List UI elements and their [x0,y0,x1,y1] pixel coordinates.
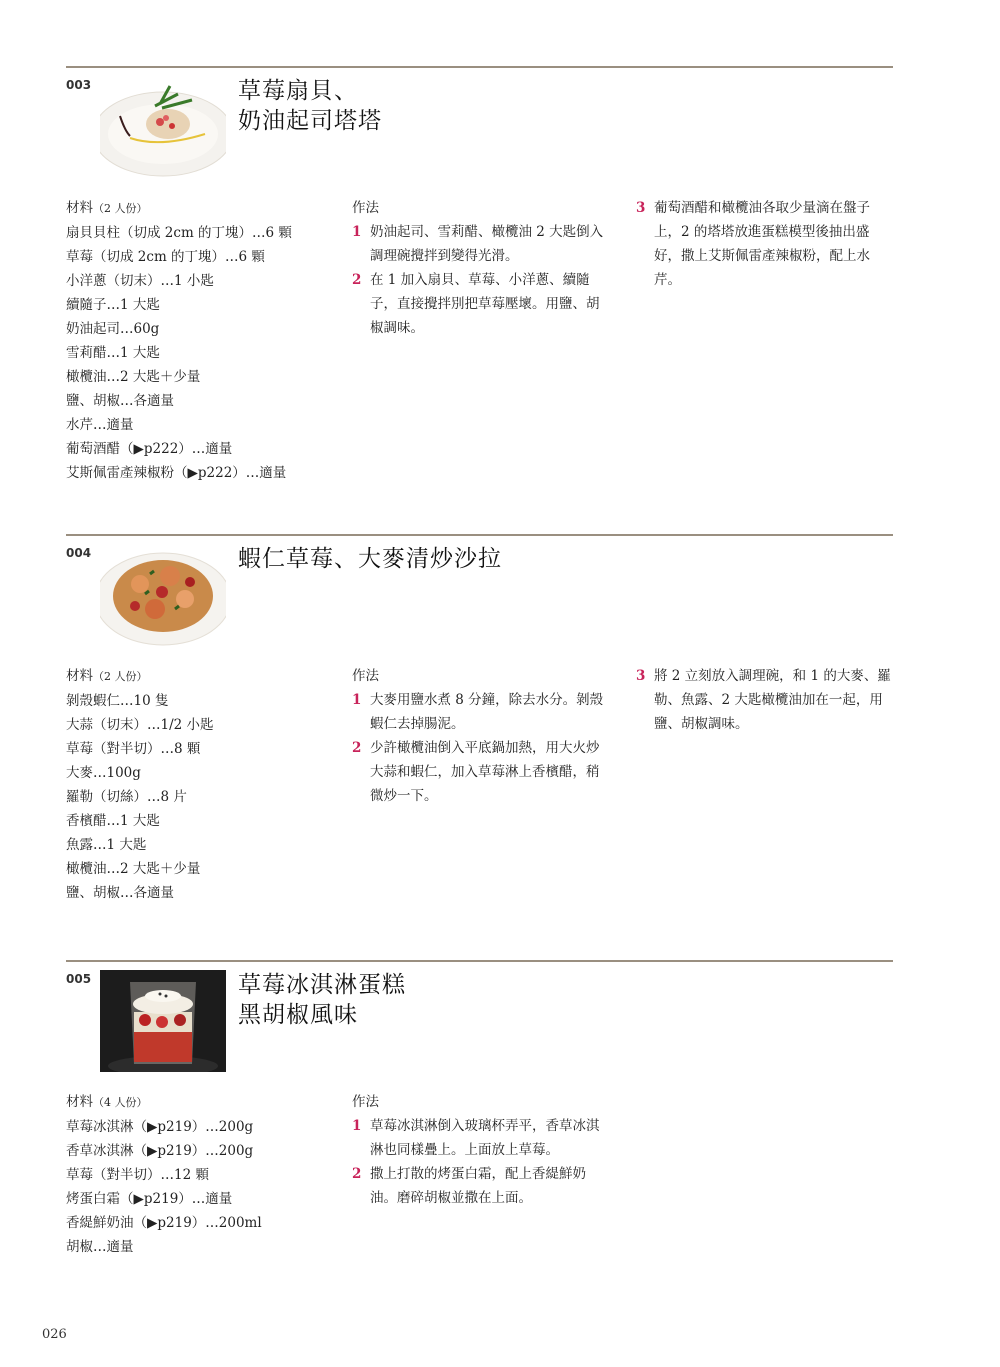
recipe-title [238,76,382,136]
ingredients-header: 材料（2 人份） [66,668,148,684]
title-line: 蝦仁草莓、大麥清炒沙拉 [238,546,502,572]
method-steps [352,664,612,808]
step-number: 1 [352,692,362,708]
recipe-title [238,970,406,1030]
ingredient-item: 扇貝貝柱（切成 2cm 的丁塊）…6 顆 [66,225,292,241]
ingredient-item: 草莓（對半切）…12 顆 [66,1167,209,1183]
dish-photo-scallop-tartare [100,76,226,178]
ingredient-item: 羅勒（切絲）…8 片 [66,789,187,805]
step [636,664,896,736]
ingredient-item: 香草冰淇淋（▶p219）…200g [66,1143,254,1159]
ingredient-item: 香緹鮮奶油（▶p219）…200ml [66,1215,262,1231]
ingredient-item: 魚露…1 大匙 [66,837,147,853]
step-text: 將 2 立刻放入調理碗，和 1 的大麥、羅勒、魚露、2 大匙橄欖油加在一起，用鹽、胡椒調味。 [654,668,891,732]
step-number: 2 [352,740,362,756]
ingredients-list [66,1090,336,1259]
ingredient-item: 奶油起司…60g [66,321,160,337]
ingredient-item: 葡萄酒醋（▶p222）…適量 [66,441,233,457]
title-line: 奶油起司塔塔 [238,108,382,134]
method-steps [352,1090,612,1210]
recipe-title [238,544,502,574]
step-number: 2 [352,1166,362,1182]
ingredient-item: 小洋蔥（切末）…1 小匙 [66,273,214,289]
method-header: 作法 [352,200,379,216]
step-number: 1 [352,224,362,240]
ingredient-item: 鹽、胡椒…各適量 [66,885,174,901]
dish-photo-shrimp-salad [100,544,226,646]
section-rule [66,534,893,536]
method-steps-continued [636,196,896,292]
step-text: 草莓冰淇淋倒入玻璃杯弄平，香草冰淇淋也同樣疊上。上面放上草莓。 [370,1118,600,1158]
step-text: 撒上打散的烤蛋白霜，配上香緹鮮奶油。磨碎胡椒並撒在上面。 [370,1166,586,1206]
ingredient-item: 香檳醋…1 大匙 [66,813,160,829]
step-number: 1 [352,1118,362,1134]
ingredient-item: 雪莉醋…1 大匙 [66,345,160,361]
ingredient-item: 草莓（對半切）…8 顆 [66,741,201,757]
section-rule [66,66,893,68]
step [352,268,612,340]
method-header: 作法 [352,1094,379,1110]
recipe-number: 003 [66,78,92,92]
ingredient-item: 橄欖油…2 大匙＋少量 [66,369,201,385]
step [352,1162,612,1210]
step-number: 2 [352,272,362,288]
ingredient-item: 續隨子…1 大匙 [66,297,160,313]
step [352,736,612,808]
step-text: 奶油起司、雪莉醋、橄欖油 2 大匙倒入調理碗攪拌到變得光滑。 [370,224,604,264]
recipe-number: 005 [66,972,92,986]
ingredient-item: 胡椒…適量 [66,1239,134,1255]
recipe-number: 004 [66,546,92,560]
ingredient-item: 橄欖油…2 大匙＋少量 [66,861,201,877]
method-steps-continued [636,664,896,736]
method-steps [352,196,612,340]
dish-photo-ice-cream-cake [100,970,226,1072]
page-number: 026 [42,1327,67,1342]
step-text: 大麥用鹽水煮 8 分鐘，除去水分。剝殼蝦仁去掉腸泥。 [370,692,604,732]
ingredient-item: 草莓（切成 2cm 的丁塊）…6 顆 [66,249,265,265]
ingredient-item: 大麥…100g [66,765,141,781]
ingredients-header: 材料（2 人份） [66,200,148,216]
title-line: 草莓冰淇淋蛋糕 [238,972,406,998]
section-rule [66,960,893,962]
step [636,196,896,292]
ingredient-item: 剝殼蝦仁…10 隻 [66,693,169,709]
ingredients-list [66,196,336,485]
ingredient-item: 水芹…適量 [66,417,134,433]
step [352,220,612,268]
ingredients-list [66,664,336,905]
ingredient-item: 烤蛋白霜（▶p219）…適量 [66,1191,233,1207]
ingredient-item: 大蒜（切末）…1/2 小匙 [66,717,214,733]
step [352,688,612,736]
step-text: 葡萄酒醋和橄欖油各取少量滴在盤子上，2 的塔塔放進蛋糕模型後抽出盛好，撒上艾斯佩雷產辣椒粉，配上水芹。 [654,200,870,288]
step-text: 少許橄欖油倒入平底鍋加熱，用大火炒大蒜和蝦仁，加入草莓淋上香檳醋，稍微炒一下。 [370,740,600,804]
step-text: 在 1 加入扇貝、草莓、小洋蔥、續隨子，直接攪拌別把草莓壓壞。用鹽、胡椒調味。 [370,272,600,336]
method-header: 作法 [352,668,379,684]
step [352,1114,612,1162]
title-line: 草莓扇貝、 [238,78,358,104]
ingredient-item: 艾斯佩雷產辣椒粉（▶p222）…適量 [66,465,287,481]
ingredient-item: 鹽、胡椒…各適量 [66,393,174,409]
title-line: 黑胡椒風味 [238,1002,358,1028]
step-number: 3 [636,200,646,216]
ingredients-header: 材料（4 人份） [66,1094,148,1110]
step-number: 3 [636,668,646,684]
ingredient-item: 草莓冰淇淋（▶p219）…200g [66,1119,254,1135]
